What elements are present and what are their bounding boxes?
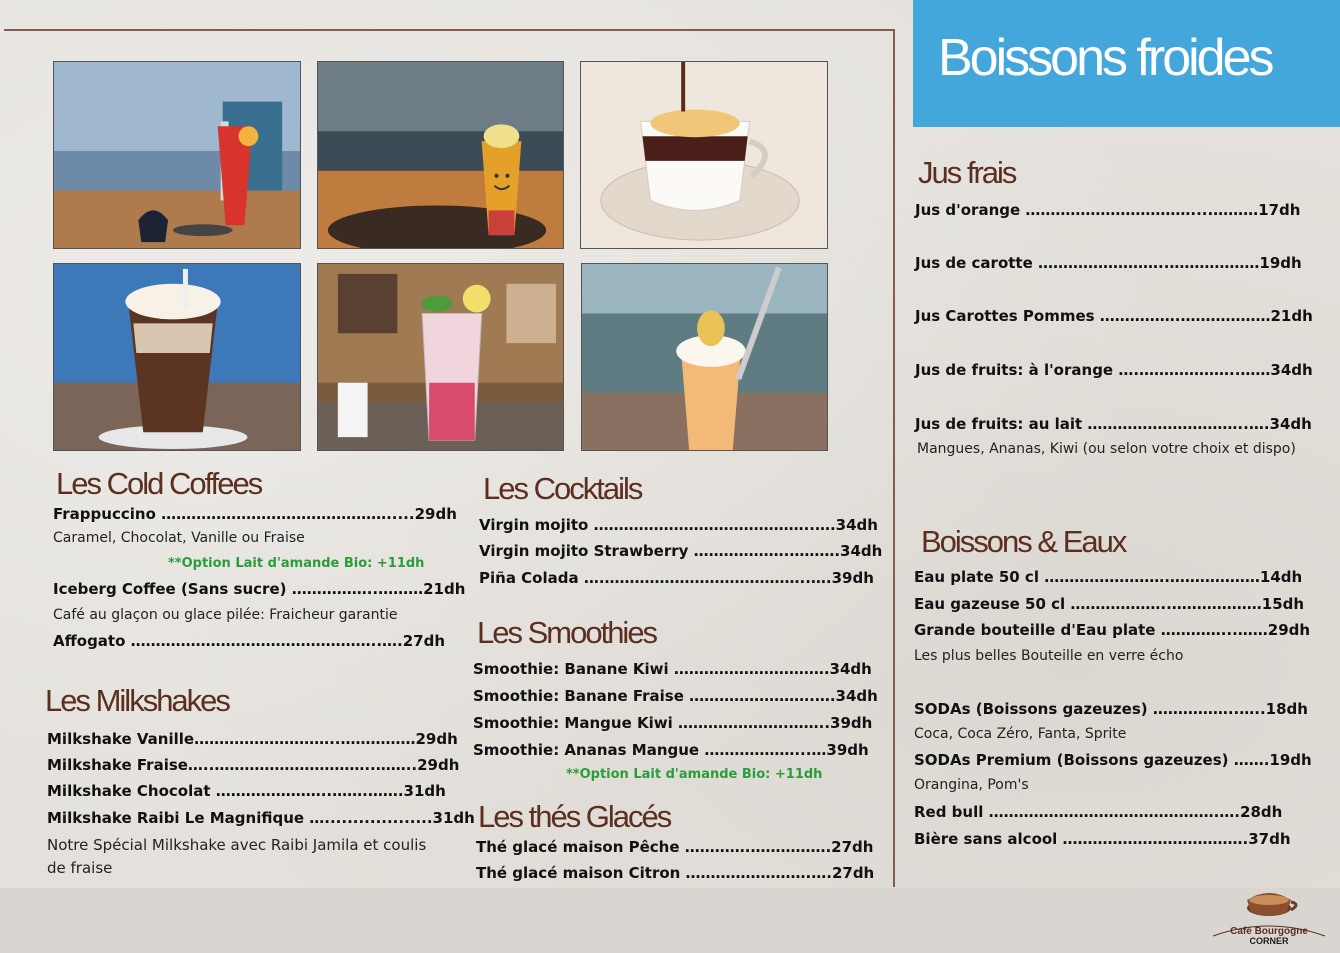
cold-coffee-option-note: **Option Lait d'amande Bio: +11dh — [168, 556, 425, 571]
affogato-photo — [580, 61, 828, 249]
milkshakes-title: Les Milkshakes — [45, 683, 229, 718]
menu-item-smoothie-ananas-mangue: Smoothie: Ananas Mangue ………………...…39dh — [473, 741, 869, 759]
iceberg-coffee-note: Café au glaçon ou glace pilée: Fraicheur garantie — [53, 607, 398, 623]
menu-item-grande-bouteille: Grande bouteille d'Eau plate …………...……29dh — [914, 621, 1311, 639]
page-title: Boissons froides — [938, 29, 1272, 87]
bottom-band — [0, 888, 1340, 953]
smoothie-option-note: **Option Lait d'amande Bio: +11dh — [566, 767, 823, 782]
frame-top-border — [4, 29, 895, 31]
menu-item-jus-orange: Jus d'orange ……………………………....………17dh — [915, 201, 1301, 219]
menu-item-sodas: SODAs (Boissons gazeuzes) ……………..…..18dh — [914, 700, 1308, 718]
strawberry-juice-photo — [53, 61, 301, 249]
menu-item-eau-plate: Eau plate 50 cl …………………….………………14dh — [914, 568, 1303, 586]
iced-teas-title: Les thés Glacés — [478, 799, 671, 834]
cocktails-title: Les Cocktails — [483, 471, 642, 506]
menu-item-milkshake-fraise: Milkshake Fraise…..…………………………..……..29dh — [47, 756, 460, 774]
menu-item-frappuccino: Frappuccino ……………………………………….....29dh — [53, 505, 457, 523]
jus-fruits-note: Mangues, Ananas, Kiwi (ou selon votre choix et dispo) — [917, 441, 1296, 457]
menu-item-milkshake-vanille: Milkshake Vanille………………………..……………29dh — [47, 730, 458, 748]
cold-coffees-title: Les Cold Coffees — [56, 466, 262, 501]
menu-item-iceberg-coffee: Iceberg Coffee (Sans sucre) ……………..………21dh — [53, 580, 466, 598]
frame-right-border — [893, 29, 895, 887]
logo-text-1: Café Bourgogne — [1230, 926, 1308, 937]
grande-bouteille-note: Les plus belles Bouteille en verre écho — [914, 648, 1184, 664]
menu-item-the-glace-peche: Thé glacé maison Pêche ………….…………….27dh — [476, 838, 874, 856]
menu-item-smoothie-banane-kiwi: Smoothie: Banane Kiwi ………………………….34dh — [473, 660, 872, 678]
logo-text-2: CORNER — [1249, 936, 1289, 946]
menu-item-smoothie-mangue-kiwi: Smoothie: Mangue Kiwi ………………….……..39dh — [473, 714, 873, 732]
menu-item-the-glace-citron: Thé glacé maison Citron …………………….….27dh — [476, 864, 875, 882]
menu-item-jus-fruits-orange: Jus de fruits: à l'orange ….………………..……34dh — [915, 361, 1313, 379]
menu-item-eau-gazeuse: Eau gazeuse 50 cl ………………..………………15dh — [914, 595, 1305, 613]
menu-item-smoothie-banane-fraise: Smoothie: Banane Fraise …………………….….34dh — [473, 687, 878, 705]
chocolate-milkshake-photo — [53, 263, 301, 451]
menu-item-jus-carotte: Jus de carotte ……………………..………………19dh — [915, 254, 1302, 272]
mango-juice-photo — [317, 61, 564, 249]
jus-frais-title: Jus frais — [918, 155, 1016, 190]
menu-item-red-bull: Red bull ……………………………………….….28dh — [914, 803, 1283, 821]
menu-item-jus-carottes-pommes: Jus Carottes Pommes …………….………………21dh — [915, 307, 1313, 325]
sodas-note: Coca, Coca Zéro, Fanta, Sprite — [914, 726, 1127, 742]
mojito-photo — [317, 263, 564, 451]
menu-item-jus-fruits-lait: Jus de fruits: au lait …………………………..….34dh — [915, 415, 1312, 433]
boissons-eaux-title: Boissons & Eaux — [921, 524, 1126, 559]
menu-item-milkshake-chocolat: Milkshake Chocolat …………………..…….…….31dh — [47, 782, 446, 800]
menu-item-virgin-mojito: Virgin mojito ……………………………………..….34dh — [479, 516, 878, 534]
menu-item-sodas-premium: SODAs Premium (Boissons gazeuzes) …….19dh — [914, 751, 1312, 769]
menu-item-affogato: Affogato …………………………………………..….27dh — [53, 632, 446, 650]
menu-item-biere-sans-alcool: Bière sans alcool ……………………………….37dh — [914, 830, 1291, 848]
frappuccino-note: Caramel, Chocolat, Vanille ou Fraise — [53, 530, 305, 546]
cafe-logo — [1205, 886, 1333, 948]
sodas-premium-note: Orangina, Pom's — [914, 777, 1029, 793]
menu-item-virgin-mojito-strawberry: Virgin mojito Strawberry ……………….……….34dh — [479, 542, 883, 560]
milkshake-raibi-note-2: de fraise — [47, 859, 113, 877]
smoothies-title: Les Smoothies — [477, 615, 657, 650]
milkshake-raibi-note-1: Notre Spécial Milkshake avec Raibi Jamila et coulis — [47, 836, 427, 854]
menu-item-milkshake-raibi: Milkshake Raibi Le Magnifique …...................31dh — [47, 809, 475, 827]
frappe-photo — [581, 263, 828, 451]
menu-item-pina-colada: Piña Colada ….…………………………………..….39dh — [479, 569, 874, 587]
